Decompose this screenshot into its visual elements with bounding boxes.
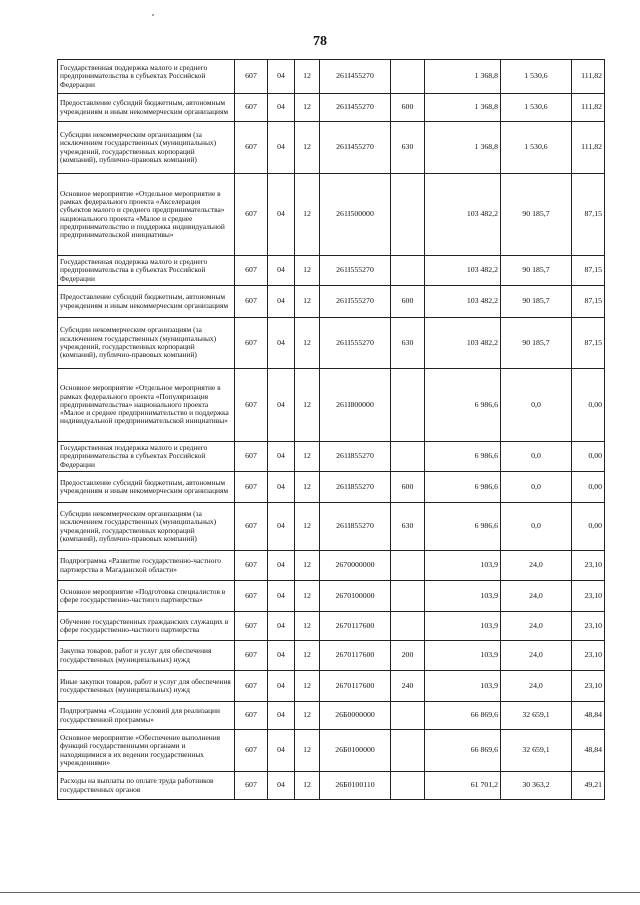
row-section: 04 — [268, 581, 295, 612]
row-admin-code: 607 — [235, 122, 268, 174]
row-subsection: 12 — [295, 551, 320, 581]
row-executed: 0,0 — [501, 472, 572, 503]
row-name: Предоставление субсидий бюджетным, автономным учреждениям и иным некоммерческим организациям — [58, 472, 235, 503]
row-percent: 87,15 — [572, 256, 605, 286]
table-row — [58, 641, 605, 671]
row-admin-code: 607 — [235, 730, 268, 772]
row-section: 04 — [268, 612, 295, 641]
row-expense-type: 240 — [391, 671, 425, 702]
row-planned: 103,9 — [425, 671, 501, 702]
row-admin-code: 607 — [235, 174, 268, 256]
row-section: 04 — [268, 730, 295, 772]
row-expense-type: 600 — [391, 94, 425, 122]
row-planned: 1 368,8 — [425, 94, 501, 122]
row-executed: 0,0 — [501, 503, 572, 551]
row-admin-code: 607 — [235, 472, 268, 503]
row-target-article: 2670117600 — [320, 612, 391, 641]
row-executed: 24,0 — [501, 551, 572, 581]
row-executed: 24,0 — [501, 581, 572, 612]
table-row — [58, 730, 605, 772]
row-executed: 30 363,2 — [501, 772, 572, 800]
scan-speck — [152, 14, 154, 16]
row-name: Государственная поддержка малого и среднего предпринимательства в субъектах Российской Федерации — [58, 442, 235, 472]
row-subsection: 12 — [295, 612, 320, 641]
row-executed: 90 185,7 — [501, 286, 572, 318]
row-subsection: 12 — [295, 60, 320, 94]
row-section: 04 — [268, 551, 295, 581]
row-expense-type: 600 — [391, 472, 425, 503]
row-target-article: 261I455270 — [320, 122, 391, 174]
row-target-article: 261I855270 — [320, 442, 391, 472]
row-subsection: 12 — [295, 94, 320, 122]
row-target-article: 2670100000 — [320, 581, 391, 612]
row-name: Основное мероприятие «Отдельное мероприятие в рамках федерального проекта «Акселерация субъектов малого и среднего предпринимательства» национального проекта «Малое и среднее предпринимательство и поддержка индивидуальной предпринимательской инициативы» — [58, 174, 235, 256]
row-subsection: 12 — [295, 369, 320, 442]
row-name: Обучение государственных гражданских служащих в сфере государственно-частного партнерства — [58, 612, 235, 641]
row-admin-code: 607 — [235, 318, 268, 369]
row-target-article: 261I455270 — [320, 94, 391, 122]
row-section: 04 — [268, 641, 295, 671]
row-section: 04 — [268, 702, 295, 730]
row-executed: 90 185,7 — [501, 174, 572, 256]
row-expense-type — [391, 60, 425, 94]
row-executed: 90 185,7 — [501, 318, 572, 369]
row-expense-type: 600 — [391, 286, 425, 318]
row-percent: 87,15 — [572, 286, 605, 318]
row-percent: 23,10 — [572, 581, 605, 612]
row-subsection: 12 — [295, 174, 320, 256]
row-expense-type: 200 — [391, 641, 425, 671]
row-section: 04 — [268, 442, 295, 472]
row-name: Государственная поддержка малого и среднего предпринимательства в субъектах Российской Федерации — [58, 256, 235, 286]
row-admin-code: 607 — [235, 286, 268, 318]
row-target-article: 261I855270 — [320, 472, 391, 503]
row-target-article: 261I500000 — [320, 174, 391, 256]
row-executed: 1 530,6 — [501, 94, 572, 122]
row-section: 04 — [268, 94, 295, 122]
row-section: 04 — [268, 671, 295, 702]
row-percent: 0,00 — [572, 472, 605, 503]
row-percent: 23,10 — [572, 641, 605, 671]
row-section: 04 — [268, 60, 295, 94]
row-subsection: 12 — [295, 472, 320, 503]
row-expense-type: 630 — [391, 122, 425, 174]
row-name: Основное мероприятие «Подготовка специалистов в сфере государственно-частного партнерства» — [58, 581, 235, 612]
row-executed: 0,0 — [501, 369, 572, 442]
row-executed: 24,0 — [501, 671, 572, 702]
row-percent: 87,15 — [572, 174, 605, 256]
row-subsection: 12 — [295, 772, 320, 800]
row-section: 04 — [268, 472, 295, 503]
row-name: Расходы на выплаты по оплате труда работников государственных органов — [58, 772, 235, 800]
row-admin-code: 607 — [235, 369, 268, 442]
row-name: Закупка товаров, работ и услуг для обеспечения государственных (муниципальных) нужд — [58, 641, 235, 671]
row-admin-code: 607 — [235, 581, 268, 612]
row-admin-code: 607 — [235, 503, 268, 551]
row-percent: 48,84 — [572, 730, 605, 772]
row-name: Основное мероприятие «Отдельное мероприятие в рамках федерального проекта «Популяризация предпринимательства» национального проекта «Малое и среднее предпринимательство и поддержка индивидуальной предпринимательской инициативы» — [58, 369, 235, 442]
row-subsection: 12 — [295, 122, 320, 174]
table-row — [58, 503, 605, 551]
row-planned: 103,9 — [425, 551, 501, 581]
row-percent: 48,84 — [572, 702, 605, 730]
row-admin-code: 607 — [235, 641, 268, 671]
row-name: Предоставление субсидий бюджетным, автономным учреждениям и иным некоммерческим организациям — [58, 286, 235, 318]
row-planned: 6 986,6 — [425, 472, 501, 503]
row-planned: 66 869,6 — [425, 730, 501, 772]
row-expense-type — [391, 442, 425, 472]
row-executed: 0,0 — [501, 442, 572, 472]
row-expense-type — [391, 581, 425, 612]
row-subsection: 12 — [295, 286, 320, 318]
row-percent: 111,82 — [572, 60, 605, 94]
row-planned: 66 869,6 — [425, 702, 501, 730]
table-row — [58, 442, 605, 472]
row-percent: 23,10 — [572, 551, 605, 581]
row-subsection: 12 — [295, 641, 320, 671]
row-section: 04 — [268, 256, 295, 286]
table-row — [58, 94, 605, 122]
row-target-article: 261I555270 — [320, 318, 391, 369]
row-planned: 6 986,6 — [425, 442, 501, 472]
row-percent: 0,00 — [572, 442, 605, 472]
row-planned: 103 482,2 — [425, 286, 501, 318]
row-target-article: 261I800000 — [320, 369, 391, 442]
row-percent: 49,21 — [572, 772, 605, 800]
row-planned: 103 482,2 — [425, 318, 501, 369]
row-subsection: 12 — [295, 442, 320, 472]
page-number: 78 — [313, 34, 327, 49]
row-name: Субсидии некоммерческим организациям (за исключением государственных (муниципальных) учреждений, государственных корпораций (компаний), публично-правовых компаний) — [58, 318, 235, 369]
row-name: Предоставление субсидий бюджетным, автономным учреждениям и иным некоммерческим организациям — [58, 94, 235, 122]
row-name: Государственная поддержка малого и среднего предпринимательства в субъектах Российской Федерации — [58, 60, 235, 94]
row-admin-code: 607 — [235, 551, 268, 581]
row-section: 04 — [268, 286, 295, 318]
row-planned: 61 701,2 — [425, 772, 501, 800]
table-row — [58, 772, 605, 800]
row-subsection: 12 — [295, 581, 320, 612]
table-row — [58, 612, 605, 641]
row-subsection: 12 — [295, 702, 320, 730]
table-body — [58, 60, 605, 800]
row-section: 04 — [268, 503, 295, 551]
table-row — [58, 369, 605, 442]
row-section: 04 — [268, 772, 295, 800]
row-expense-type — [391, 702, 425, 730]
row-planned: 1 368,8 — [425, 60, 501, 94]
row-executed: 1 530,6 — [501, 60, 572, 94]
row-planned: 103 482,2 — [425, 256, 501, 286]
row-expense-type — [391, 730, 425, 772]
table-row — [58, 256, 605, 286]
table-row — [58, 286, 605, 318]
row-subsection: 12 — [295, 256, 320, 286]
row-section: 04 — [268, 369, 295, 442]
row-target-article: 26Б0000000 — [320, 702, 391, 730]
table-row — [58, 702, 605, 730]
row-planned: 103 482,2 — [425, 174, 501, 256]
row-admin-code: 607 — [235, 442, 268, 472]
row-percent: 87,15 — [572, 318, 605, 369]
row-admin-code: 607 — [235, 256, 268, 286]
row-target-article: 26Б0100000 — [320, 730, 391, 772]
row-admin-code: 607 — [235, 702, 268, 730]
row-planned: 6 986,6 — [425, 503, 501, 551]
row-planned: 103,9 — [425, 581, 501, 612]
row-target-article: 2670117600 — [320, 641, 391, 671]
row-planned: 1 368,8 — [425, 122, 501, 174]
table-row — [58, 472, 605, 503]
row-target-article: 2670117600 — [320, 671, 391, 702]
row-expense-type — [391, 612, 425, 641]
row-percent: 23,10 — [572, 671, 605, 702]
row-percent: 23,10 — [572, 612, 605, 641]
row-name: Субсидии некоммерческим организациям (за исключением государственных (муниципальных) учреждений, государственных корпораций (компаний), публично-правовых компаний) — [58, 503, 235, 551]
row-section: 04 — [268, 318, 295, 369]
row-subsection: 12 — [295, 730, 320, 772]
row-target-article: 261I855270 — [320, 503, 391, 551]
row-admin-code: 607 — [235, 94, 268, 122]
table-row — [58, 551, 605, 581]
row-executed: 90 185,7 — [501, 256, 572, 286]
row-admin-code: 607 — [235, 612, 268, 641]
table-row — [58, 671, 605, 702]
table-row — [58, 174, 605, 256]
row-expense-type — [391, 256, 425, 286]
row-section: 04 — [268, 174, 295, 256]
row-target-article: 26Б0100110 — [320, 772, 391, 800]
row-expense-type — [391, 551, 425, 581]
row-section: 04 — [268, 122, 295, 174]
row-target-article: 261I455270 — [320, 60, 391, 94]
row-subsection: 12 — [295, 318, 320, 369]
row-target-article: 261I555270 — [320, 256, 391, 286]
row-expense-type — [391, 772, 425, 800]
row-name: Подпрограмма «Создание условий для реализации государственной программы» — [58, 702, 235, 730]
row-planned: 103,9 — [425, 612, 501, 641]
row-admin-code: 607 — [235, 671, 268, 702]
table-row — [58, 318, 605, 369]
row-target-article: 261I555270 — [320, 286, 391, 318]
row-percent: 0,00 — [572, 503, 605, 551]
table-row — [58, 60, 605, 94]
row-planned: 6 986,6 — [425, 369, 501, 442]
row-subsection: 12 — [295, 503, 320, 551]
budget-table — [57, 59, 605, 800]
row-executed: 24,0 — [501, 641, 572, 671]
row-percent: 0,00 — [572, 369, 605, 442]
row-name: Субсидии некоммерческим организациям (за исключением государственных (муниципальных) учреждений, государственных корпораций (компаний), публично-правовых компаний) — [58, 122, 235, 174]
row-executed: 24,0 — [501, 612, 572, 641]
row-percent: 111,82 — [572, 122, 605, 174]
row-executed: 32 659,1 — [501, 702, 572, 730]
row-name: Подпрограмма «Развитие государственно-частного партнерства в Магаданской области» — [58, 551, 235, 581]
row-expense-type: 630 — [391, 318, 425, 369]
row-name: Основное мероприятие «Обеспечение выполнения функций государственными органами и находящимися в их ведении государственных учреждениями» — [58, 730, 235, 772]
row-admin-code: 607 — [235, 772, 268, 800]
row-percent: 111,82 — [572, 94, 605, 122]
row-target-article: 2670000000 — [320, 551, 391, 581]
bottom-rule — [0, 892, 640, 893]
row-expense-type — [391, 369, 425, 442]
row-subsection: 12 — [295, 671, 320, 702]
row-planned: 103,9 — [425, 641, 501, 671]
row-expense-type — [391, 174, 425, 256]
row-expense-type: 630 — [391, 503, 425, 551]
table-row — [58, 122, 605, 174]
row-executed: 1 530,6 — [501, 122, 572, 174]
row-executed: 32 659,1 — [501, 730, 572, 772]
table-row — [58, 581, 605, 612]
row-admin-code: 607 — [235, 60, 268, 94]
row-name: Иные закупки товаров, работ и услуг для обеспечения государственных (муниципальных) нужд — [58, 671, 235, 702]
